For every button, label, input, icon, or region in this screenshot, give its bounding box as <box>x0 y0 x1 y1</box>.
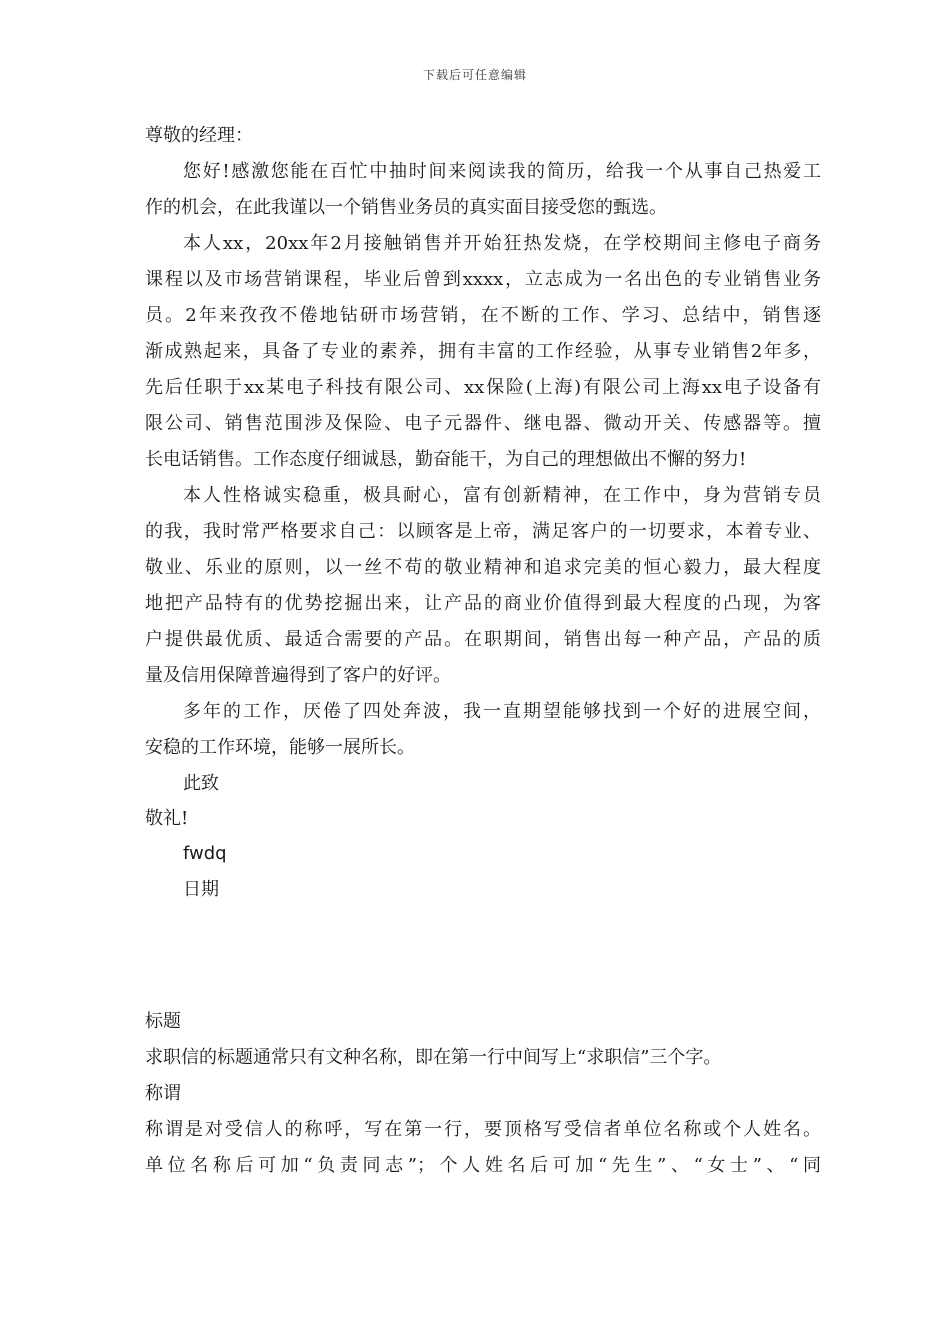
paragraph-line: 多年的工作，厌倦了四处奔波，我一直期望能够找到一个好的进展空间， <box>183 701 821 722</box>
paragraph-line: 量及信用保障普遍得到了客户的好评。 <box>145 665 451 686</box>
paragraph-line: 渐成熟起来，具备了专业的素养，拥有丰富的工作经验，从事专业销售2年多， <box>145 341 821 362</box>
paragraph-line: 安稳的工作环境，能够一展所长。 <box>145 737 415 758</box>
paragraph-line: 地把产品特有的优势挖掘出来，让产品的商业价值得到最大程度的凸现，为客 <box>145 593 821 614</box>
guide-heading-salutation: 称谓 <box>145 1083 181 1104</box>
closing-salute: 敬礼! <box>145 808 189 829</box>
paragraph-line: 您好!感激您能在百忙中抽时间来阅读我的简历，给我一个从事自己热爱工 <box>183 161 821 182</box>
paragraph-line: 先后任职于xx某电子科技有限公司、xx保险(上海)有限公司上海xx电子设备有 <box>145 377 821 398</box>
paragraph-line: 限公司、销售范围涉及保险、电子元器件、继电器、微动开关、传感器等。擅 <box>145 413 821 434</box>
paragraph-line: 户提供最优质、最适合需要的产品。在职期间，销售出每一种产品，产品的质 <box>145 629 821 650</box>
guide-title-text: 求职信的标题通常只有文种名称，即在第一行中间写上“求职信”三个字。 <box>145 1047 722 1068</box>
paragraph-2 <box>145 226 821 478</box>
document-body <box>145 118 821 1184</box>
paragraph-4 <box>145 694 821 766</box>
closing-regards: 此致 <box>183 773 219 794</box>
section-gap <box>145 908 821 1004</box>
guide-salutation-line: 单位名称后可加“负责同志”；个人姓名后可加“先生”、“女士”、“同 <box>145 1155 821 1176</box>
paragraph-3 <box>145 478 821 694</box>
paragraph-line: 员。2年来孜孜不倦地钻研市场营销，在不断的工作、学习、总结中，销售逐 <box>145 305 821 326</box>
guide-salutation-line: 称谓是对受信人的称呼，写在第一行，要顶格写受信者单位名称或个人姓名。 <box>145 1119 821 1140</box>
paragraph-line: 本人性格诚实稳重，极具耐心，富有创新精神，在工作中，身为营销专员 <box>183 485 821 506</box>
paragraph-line: 长电话销售。工作态度仔细诚恳，勤奋能干，为自己的理想做出不懈的努力! <box>145 449 747 470</box>
paragraph-line: 课程以及市场营销课程，毕业后曾到xxxx，立志成为一名出色的专业销售业务 <box>145 269 821 290</box>
paragraph-line: 的我，我时常严格要求自己：以顾客是上帝，满足客户的一切要求，本着专业、 <box>145 521 821 542</box>
signature: fwdq <box>183 843 227 864</box>
paragraph-1 <box>145 154 821 226</box>
paragraph-line: 本人xx，20xx年2月接触销售并开始狂热发烧，在学校期间主修电子商务 <box>183 233 821 254</box>
paragraph-line: 敬业、乐业的原则，以一丝不苟的敬业精神和追求完美的恒心毅力，最大程度 <box>145 557 821 578</box>
paragraph-line: 作的机会，在此我谨以一个销售业务员的真实面目接受您的甄选。 <box>145 197 667 218</box>
page-header: 下载后可任意编辑 <box>422 68 527 82</box>
guide-heading-title: 标题 <box>145 1011 181 1032</box>
date-label: 日期 <box>183 879 219 900</box>
letter-greeting: 尊敬的经理： <box>145 125 253 146</box>
